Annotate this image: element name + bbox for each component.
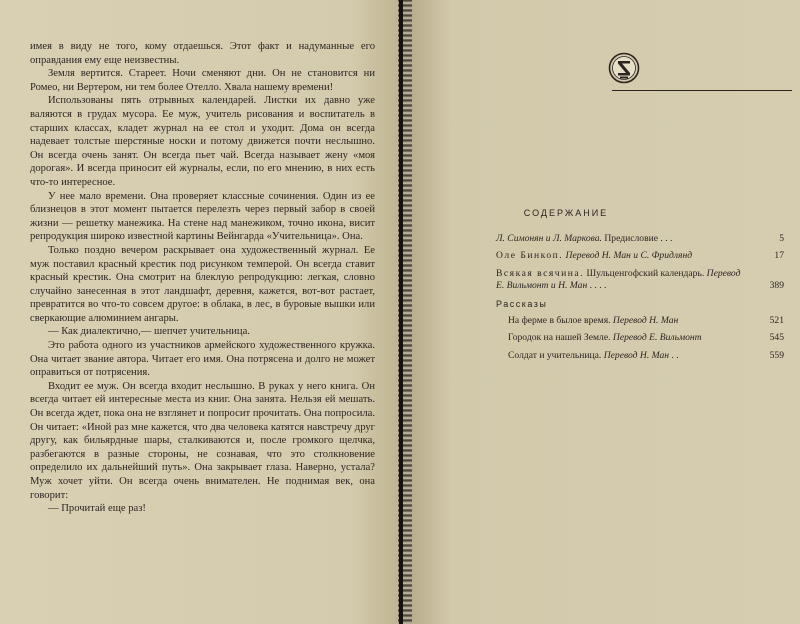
story-paragraph: Это работа одного из участников армейского художественного кружка. Она читает звание автора. Читает его имя. Она потрясена и долго не может оправиться от потрясения.	[30, 340, 375, 379]
story-paragraph: имея в виду не того, кому отдаешься. Этот факт и надуманные его оправдания ему еще неизвестны.	[30, 41, 375, 66]
left-page	[0, 0, 398, 624]
story-paragraph: Земля вертится. Стареет. Ночи сменяют дни. Он не становится ни Ромео, ни Вертером, ни тем более Отелло. Хвала нашему времени!	[30, 68, 375, 93]
toc-entry-farm: На ферме в былое время. Перевод Н. Ман 521	[508, 315, 784, 327]
toc-section-stories: Рассказы	[496, 298, 548, 309]
toc-entry-preface: Л. Симонян и Л. Маркова. Предисловие . . . 5	[496, 233, 784, 244]
toc-entry-ole-binkop: Оле Бинкоп. Перевод Н. Ман и С. Фридлянд 17	[496, 250, 784, 262]
toc-page-number: 521	[769, 315, 784, 327]
toc-page-number: 389	[769, 280, 784, 292]
toc-entry-calendar: Всякая всячина. Шульценгофский календарь. Перевод Е. Вильмонт и Н. Ман . . . . 389	[496, 267, 784, 292]
story-text	[30, 40, 375, 516]
header-rule	[612, 90, 792, 91]
toc-page-number: 17	[774, 250, 784, 262]
story-paragraph: У нее мало времени. Она проверяет классные сочинения. Один из ее близнецов в этот момент пытается перелезть через первый забор в своей жизни — решетку манежика. На стене над манежиком, точно икона, висит репродукция широко известной картины Вейнгарда «Учительница». Она.	[30, 190, 375, 243]
story-paragraph: — Как диалектично,— шепчет учительница.	[48, 326, 250, 338]
toc-page-number: 545	[769, 332, 784, 344]
table-of-contents	[496, 233, 784, 367]
toc-entry-soldier: Солдат и учительница. Перевод Н. Ман . . 559	[508, 349, 784, 361]
toc-entry-town: Городок на нашей Земле. Перевод Е. Вильмонт 545	[508, 332, 784, 344]
story-paragraph: Только поздно вечером раскрывает она художественный журнал. Ее муж поставил красный крестик под рисунком темперой. Он всегда ставит красный крестик. Она смотрит на блеклую репродукцию: легкая, словно случайно занесенная в этот ландшафт, деревня, кажется, вот-вот растает, превратится во что-то совсем другое: в облака, в лес, в буровые вышки или сверкающие алюминием ангары.	[30, 244, 375, 324]
story-paragraph: Использованы пять отрывных календарей. Листки их давно уже валяются в грудах мусора. Ее муж, учитель рисования и воспитатель в старших классах, кладет журнал на ее стол и уходит. Дома он всегда надевает толстые шерстяные носки и потому движется почти неслышно. Он всегда очень занят. Он всегда пьет чай. Всегда называет жену «моя дорогая». И всегда приносит ей журналы, если, по его мнению, в них есть что-то интересное.	[30, 95, 375, 188]
toc-page-number: 559	[769, 349, 784, 361]
toc-page-number: 5	[779, 233, 784, 244]
spine-gutter	[399, 0, 403, 624]
toc-heading: СОДЕРЖАНИЕ	[523, 208, 609, 218]
publisher-emblem-icon	[608, 52, 640, 84]
right-page	[412, 0, 800, 624]
story-paragraph: — Прочитай еще раз!	[48, 503, 146, 515]
story-paragraph: Входит ее муж. Он всегда входит неслышно. В руках у него книга. Он всегда читает ей интересные места из книг. Она занята. Нельзя ей мешать. Он всегда ждет, пока она не взглянет и попросит прочитать. Она попросила. Он читает: «Иной раз мне кажется, что два человека катятся навстречу друг другу, как бильярдные шары, сталкиваются и, после громкого щелчка, разбегаются в разные стороны, не сознавая, что это столкновение определило их дальнейший путь». Она закрывает глаза. Наверно, устала? Муж хочет уйти. Он всегда очень внимателен. Не поднимая век, она говорит:	[30, 380, 375, 501]
